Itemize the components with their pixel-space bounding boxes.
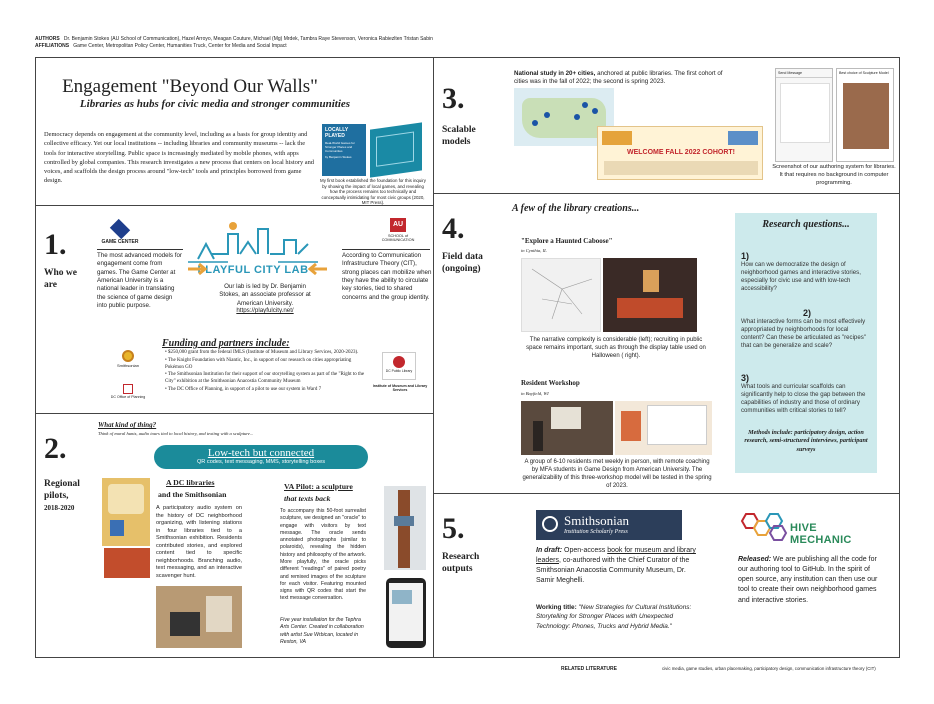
center-divider <box>433 57 434 658</box>
authors-text: Dr. Benjamin Stokes (AU School of Communication), Hazel Arroyo, Meagan Couture, Michael (Mg) Mrdek, Tambra Raye Stevenson, Veronica Rabiezlten Tristan Sabin <box>63 36 433 42</box>
study-text-bold: National study in 20+ cities, <box>514 70 596 77</box>
map-pin-icon <box>532 120 538 126</box>
game-center-logo-text: GAME CENTER <box>101 239 139 245</box>
what-kind-title: What kind of thing? <box>98 421 157 429</box>
map-pin-icon <box>592 108 598 114</box>
poster-subtitle: Libraries as hubs for civic media and stronger communities <box>79 98 351 110</box>
affiliations-label: AFFILIATIONS <box>35 43 70 49</box>
related-label: RELATED LITERATURE <box>561 666 617 672</box>
study-text <box>514 70 734 87</box>
question-item <box>741 251 873 293</box>
sunburst-icon <box>542 516 558 532</box>
star-icon <box>123 384 133 394</box>
hexagon-icon <box>738 512 790 542</box>
workshop-photo <box>521 401 613 455</box>
resident-loc: in Bayfield, WI <box>521 391 549 396</box>
working-title-paragraph <box>536 603 704 631</box>
related-text: civic media, game studies, urban placemaking, participatory design, communication infrastructure theory (CIT) <box>662 666 876 671</box>
book-caption: My first book established the foundation for this inquiry by showing the impact of local games, and revealing how the process remains too technically and conceptually intimidating for most civic groups (2020, MIT Press). <box>320 178 426 205</box>
arrow-right-icon <box>305 262 327 276</box>
library-mark-icon <box>393 356 405 368</box>
listening-station-photo <box>156 586 242 648</box>
branching-diagram-icon <box>522 259 602 333</box>
smithsonian-sun-logo <box>108 350 148 368</box>
released-label: Released: <box>738 556 772 563</box>
question-number: 2) <box>802 308 811 318</box>
va-text-2: Five year installation for the Tephra Arts Center. Created in collaboration with artist Sue Wrbican, located in Reston, VA <box>280 617 364 645</box>
authors-label: AUTHORS <box>35 36 60 42</box>
what-kind-sub: Think of mural hunts, audio tours tied to local history, and texting with a sculpture... <box>98 431 254 436</box>
dc-photo-image <box>104 548 150 578</box>
funding-item: • The DC Office of Planning, in support of a pilot to use our system in Ward 7 <box>165 386 322 392</box>
affiliations-text: Game Center, Metropolitan Policy Center, Humanities Truck, Center for Media and Social Impact <box>73 43 287 49</box>
logo-smithsonian-text: Smithsonian <box>116 363 139 368</box>
question-number: 3) <box>741 373 750 383</box>
logo-dc-planning-text: DC Office of Planning <box>110 395 146 399</box>
halloween-table-photo <box>603 258 697 332</box>
released-text: We are publishing all the code for our authoring tool to GitHub. In the spirit of open source, any institution can then use our tool to create their own neighborhood games and interactive stories. <box>738 556 878 604</box>
working-title-text: "New Strategies for Cultural Institutions: Storytelling for Stronger Places with Unexpected Technology: Phones, Trucks and Hybrid Media." <box>536 604 692 630</box>
book-cover <box>322 124 366 176</box>
tool-desc: Best choice of Sculpture Model <box>839 71 889 75</box>
au-mark: AU <box>390 218 406 232</box>
section-5-label: Research outputs <box>442 552 480 575</box>
funding-list <box>165 350 370 394</box>
funding-item: • $250,000 grant from the federal IMLS (Institute of Museum and Library Services, 2020-2023). <box>165 350 359 355</box>
dc-library-logo <box>382 352 416 380</box>
game-center-text: The most advanced models for engagement come from games. The Game Center at American University is a national leader in translating the science of game design into public purpose. <box>97 252 182 310</box>
logo-dc-library-text: DC Public Library <box>385 369 413 373</box>
book-3d-art <box>376 131 414 166</box>
divider-who <box>35 413 434 414</box>
authors-line <box>35 36 635 42</box>
map-pin-icon <box>574 114 580 120</box>
arrow-left-icon <box>188 262 202 274</box>
lab-text: Our lab is led by Dr. Benjamin Stokes, an associate professor at American University. <box>219 283 311 307</box>
au-rule <box>342 249 430 250</box>
game-center-mark <box>110 219 130 239</box>
draft-text-2: , co-authored with the Chief Curator of the Smithsonian Anacostia Community Museum, Dr. Samir Meghelli. <box>536 557 690 585</box>
draft-paragraph <box>536 546 704 587</box>
lab-link[interactable]: https://playfulcity.net/ <box>236 307 294 314</box>
section-2-years: 2018-2020 <box>44 504 75 512</box>
section-2-number: 2. <box>44 432 67 465</box>
low-tech-pill <box>154 445 368 469</box>
au-text: According to Communication Infrastructure Theory (CIT), strong places can mobilize when they have the ability to circulate key stories, tied to shared concerns and the group identity. <box>342 252 432 301</box>
field-heading: A few of the library creations... <box>512 203 640 214</box>
question-item <box>741 308 873 350</box>
smithsonian-press-logo <box>536 510 682 540</box>
dc-text: A participatory audio system on the history of DC neighborhood organizing, with listening stations in four libraries tied to a Smithsonian exhibition. Residents contributed stories, and explored content tied to specific neighborhoods. Branching audio, text messaging, and an interactive scavenger hunt. <box>156 505 242 579</box>
smithsonian-logo-text: Smithsonian <box>564 513 630 528</box>
map-pin-icon <box>544 112 550 118</box>
phone-image <box>386 578 426 648</box>
dc-title-2: and the Smithsonian <box>158 490 227 499</box>
question-text: How can we democratize the design of neighborhood games and interactive stories, especially for civic use and with low-tech accessibility? <box>741 261 861 292</box>
hive-logo-text: HIVE MECHANIC <box>790 522 852 546</box>
tool-send-label: Send Message <box>776 69 832 78</box>
book-3d <box>370 122 422 177</box>
funding-title: Funding and partners include: <box>162 338 290 349</box>
questions-title: Research questions... <box>762 219 850 230</box>
sculpture-model-screenshot <box>836 68 894 162</box>
lab-logo-text: PLAYFUL CITY LAB <box>197 264 309 276</box>
intro-paragraph: Democracy depends on engagement at the community level, including as a basis for group identity and collective efficacy. Yet our local institutions -- including libraries and community museums -- lack the tools for interactive storytelling. Public space is increasingly mediated by mobile phones, with apps controlled by global companies. This research investigates a new process that centers on local history and voices, and scaffolds the design process around "low-tech" tools and principles borrowed from game design. <box>44 131 314 185</box>
haunted-loc: in Cynthia, IL <box>521 248 547 253</box>
section-3-number: 3. <box>442 82 465 115</box>
question-item <box>741 373 873 415</box>
section-5-number: 5. <box>442 512 465 545</box>
authoring-screenshot <box>775 68 833 162</box>
book-cover-author: by Benjamin Stokes <box>325 155 352 159</box>
tool-caption: Screenshot of our authoring system for libraries. It that requires no background in computer programming. <box>772 164 896 186</box>
divider-field <box>433 493 900 494</box>
poster-title: Engagement "Beyond Our Walls" <box>62 76 318 97</box>
section-2-label: Regional pilots, <box>44 479 80 502</box>
hive-mechanic-logo <box>738 512 868 546</box>
question-number: 1) <box>741 251 750 261</box>
section-1-label: Who we are <box>44 268 77 291</box>
book-cover-title: LOCALLY PLAYED <box>325 127 349 139</box>
draft-text-1: Open-access <box>564 547 606 554</box>
va-title-1: VA Pilot: a sculpture <box>284 482 353 491</box>
divider-scalable <box>433 193 900 194</box>
logo-imls-text: Institute of Museum and Library Services <box>372 384 428 392</box>
dc-title-1: A DC libraries <box>166 478 215 487</box>
draft-book-link[interactable]: book for museum and library leaders <box>536 547 696 565</box>
game-center-logo <box>100 222 140 250</box>
game-center-rule <box>97 249 183 250</box>
resident-caption: A group of 6-10 residents met weekly in person, with remote coaching by MFA students in Game Design from American University. The generalizability of this three-workshop model will be tested in the spring of 2023. <box>522 459 712 490</box>
dc-map-image <box>102 478 150 546</box>
section-4-number: 4. <box>442 212 465 245</box>
section-4-label: Field data (ongoing) <box>442 252 483 275</box>
funding-item: • The Knight Foundation with Niantic, Inc., in support of our research on cities appropriating Pokémon GO <box>165 357 352 370</box>
au-logo <box>378 218 418 248</box>
resident-title: Resident Workshop <box>521 379 580 387</box>
au-logo-text: SCHOOL of COMMUNICATION <box>381 234 415 243</box>
va-text: To accompany this 50-foot surrealist sculpture, we designed an "oracle" to engage with visitors by text message. The oracle sends annotated photographs (similar to polaroids), revealing the hidden history and philosophy of the artwork. More playfully, the oracle picks different "readings" of paired poetry and remixed images of the sculpture for each visitor. Featuring mounted signs with QR codes that start the text message conversation. <box>280 508 366 602</box>
book-image <box>322 124 422 176</box>
draft-label: In draft: <box>536 547 563 554</box>
section-1-number: 1. <box>44 228 67 261</box>
pill-title: Low-tech but connected <box>207 447 315 459</box>
funding-item: • The Smithsonian Institution for their support of our storytelling system as part of the "Right to the City" exhibition at the Smithsonian Anacostia Community Museum <box>165 372 365 384</box>
study-text-rest: anchored at public libraries. The first cohort of cities was in the fall of 2022; the second is spring 2023. <box>514 70 723 86</box>
affiliations-line <box>35 43 635 49</box>
smithsonian-press-text: Institution Scholarly Press <box>564 529 628 535</box>
imls-logo <box>372 384 428 392</box>
research-questions-box <box>735 213 877 473</box>
book-cover-sub: Real-World Games for Stronger Places and Communities <box>325 141 355 153</box>
question-text: What tools and curricular scaffolds can significantly help to close the gap between the capabilities of industry and those of ordinary communities with critical stories to tell? <box>741 383 866 414</box>
released-paragraph <box>738 555 878 606</box>
cohort-collage <box>597 126 763 180</box>
methods-text: Methods include: participatory design, action research, semi-structured interviews, participant surveys <box>744 429 868 453</box>
sun-icon <box>122 350 134 362</box>
workshop-materials-photo <box>615 401 712 455</box>
map-pin-icon <box>582 102 588 108</box>
cohort-banner-text: WELCOME FALL 2022 COHORT! <box>627 149 735 156</box>
working-title-label: Working title: <box>536 604 577 611</box>
pill-sub: QR codes, text messaging, MMS, storytelling boxes <box>196 459 326 465</box>
haunted-title: "Explore a Haunted Caboose" <box>521 237 613 245</box>
sculpture-photo <box>384 486 426 570</box>
question-text: What interactive forms can be most effectively appropriated by neighborhoods for local content? Can these be articulated as "recipes" that can be generalize and scale? <box>741 318 866 349</box>
section-3-label: Scalable models <box>442 125 476 148</box>
va-title-2: that texts back <box>284 494 331 503</box>
dc-planning-logo <box>106 384 150 399</box>
haunted-caption: The narrative complexity is considerable (left); recruiting in public space remains important, such as through the display table used on Halloween ( right). <box>526 337 706 360</box>
narrative-diagram-image <box>521 258 601 332</box>
